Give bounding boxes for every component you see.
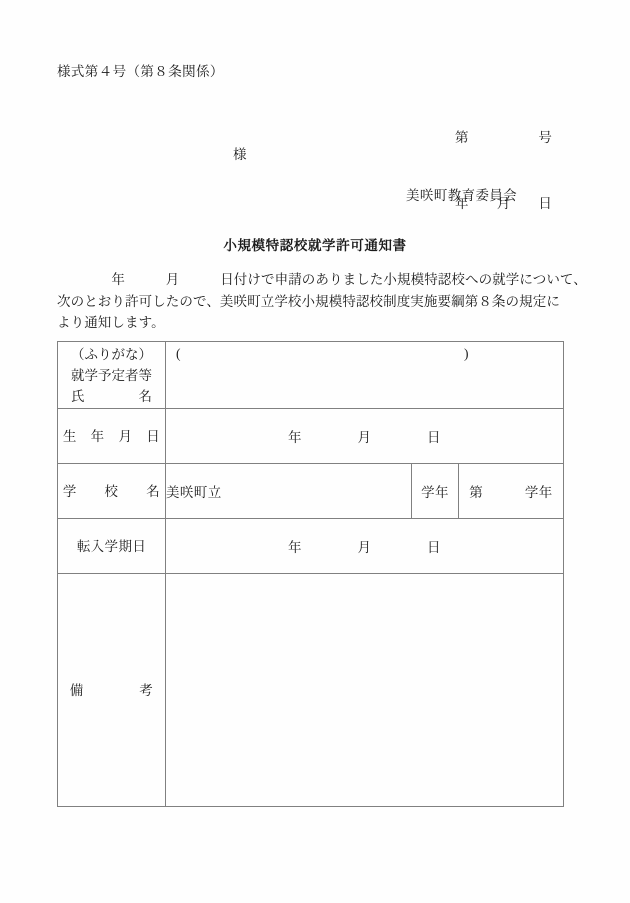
table-row-remarks <box>58 574 564 807</box>
document-number-line: 第 号 <box>455 130 553 145</box>
table-row-transfer-date <box>58 519 564 574</box>
field-transfer-date[interactable]: 年 月 日 <box>166 519 564 574</box>
row-label-school-name: 学 校 名 <box>58 464 166 519</box>
field-birthdate[interactable]: 年 月 日 <box>166 409 564 464</box>
label-furigana: （ふりがな） <box>71 346 152 362</box>
body-line-3: より通知します。 <box>57 315 165 330</box>
field-school-name[interactable]: 美咲町立 <box>166 464 412 519</box>
issuer-name: 美咲町教育委員会 <box>406 188 518 203</box>
field-student-name[interactable] <box>166 342 564 409</box>
table-row-birthdate <box>58 409 564 464</box>
table-row-student-name <box>58 342 564 409</box>
row-label-grade: 学年 <box>412 464 459 519</box>
row-label-student-name <box>58 342 166 409</box>
document-date-line: 年 月 日 <box>455 196 553 211</box>
document-number-block <box>455 83 552 259</box>
row-label-transfer-date: 転入学期日 <box>58 519 166 574</box>
body-paragraph <box>57 269 587 334</box>
body-line-1: 年 月 日付けで申請のありました小規模特認校への就学について、 <box>57 272 587 287</box>
application-form-table <box>57 341 564 807</box>
page-title: 小規模特認校就学許可通知書 <box>223 238 407 253</box>
field-grade[interactable]: 第 学年 <box>459 464 564 519</box>
label-name: 氏 名 <box>71 388 152 404</box>
field-remarks[interactable] <box>166 574 564 807</box>
row-label-remarks: 備 考 <box>58 574 166 807</box>
paren-open: ( <box>176 346 181 361</box>
row-label-birthdate: 生 年 月 日 <box>58 409 166 464</box>
addressee-honorific: 様 <box>233 147 247 162</box>
form-number: 様式第４号（第８条関係） <box>57 64 224 79</box>
body-line-2: 次のとおり許可したので、美咲町立学校小規模特認校制度実施要綱第８条の規定に <box>57 293 560 309</box>
label-prospective-student: 就学予定者等 <box>71 367 152 383</box>
paren-close: ) <box>464 346 469 361</box>
table-row-school <box>58 464 564 519</box>
